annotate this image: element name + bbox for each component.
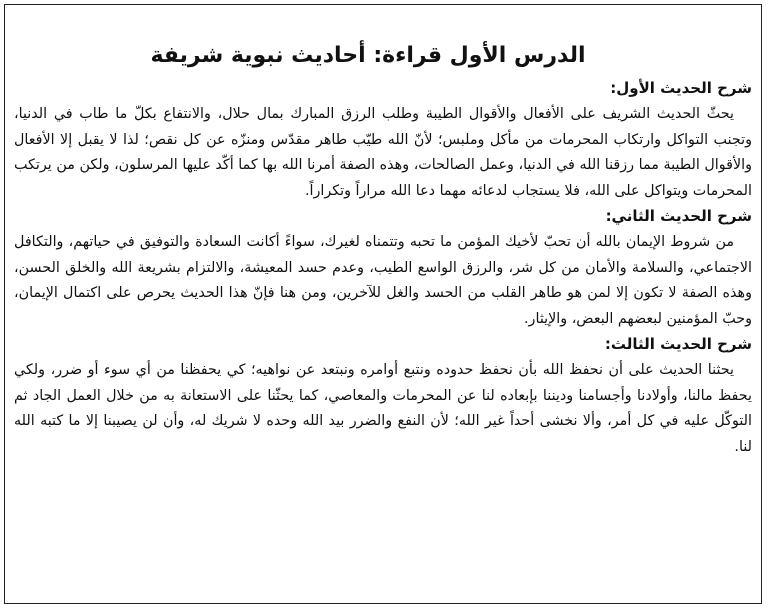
document-body [10,40,756,460]
section-text-1: يحثّ الحديث الشريف على الأفعال والأقوال الطيبة وطلب الرزق المبارك بمال حلال، والانتفاع بكلّ ما طاب في الدنيا، وتجنب التواكل وارتكاب المحرمات من مأكل وملبس؛ لأنّ الله طيّب طاهر مقدّس ومنزّه عن كل نقص؛ لذا لا يقبل إلا الأفعال والأقوال الطيبة مما رزقنا الله في الدنيا، وعمل الصالحات، وهذه الصفة أمرنا الله بها كما أكّد عليها المرسلون، ولكن من يرتكب المحرمات ويتواكل على الله، فلا يستجاب لدعائه مهما دعا الله مراراً وتكراراً. [14,106,752,199]
section-text-2: من شروط الإيمان بالله أن تحبّ لأخيك المؤمن ما تحبه وتتمناه لغيرك، سواءً أكانت السعادة والتوفيق في حياتهم، والتكافل الاجتماعي، والسلامة والأمان من كل شر، والرزق الواسع الطيب، وعدم حسد المعيشة، والالتزام بشريعة الله والخلق الحسن، وهذه الصفة لا تكون إلا لمن هو طاهر القلب من الحسد والغل للآخرين، ومن هنا فإنّ هذا الحديث يحرص على اكتمال الإيمان، وحبّ المؤمنين لبعضهم البعض، والإيثار. [14,234,752,327]
section-heading-2: شرح الحديث الثاني: [605,207,752,225]
section-heading-3: شرح الحديث الثالث: [604,335,752,353]
section-text-3: يحثنا الحديث على أن نحفظ الله بأن نحفظ حدوده ونتبع أوامره ونبتعد عن نواهيه؛ كي يحفظنا من أي سوء أو ضرر، ولكي يحفظ مالنا، وأولادنا وأجسامنا وديننا بإبعاده لنا عن المحرمات والمعاصي، كما يحثّنا على الاستعانة به من خلال العمل الجاد ثم التوكّل عليه في كل أمر، وألا نخشى أحداً غير الله؛ لأن النفع والضرر بيد الله وحده لا شريك له، وأن لن يصيبنا إلا ما كتبه الله لنا. [14,362,752,455]
section-heading-1: شرح الحديث الأول: [610,79,752,97]
page-title: الدرس الأول قراءة: أحاديث نبوية شريفة [150,43,586,68]
